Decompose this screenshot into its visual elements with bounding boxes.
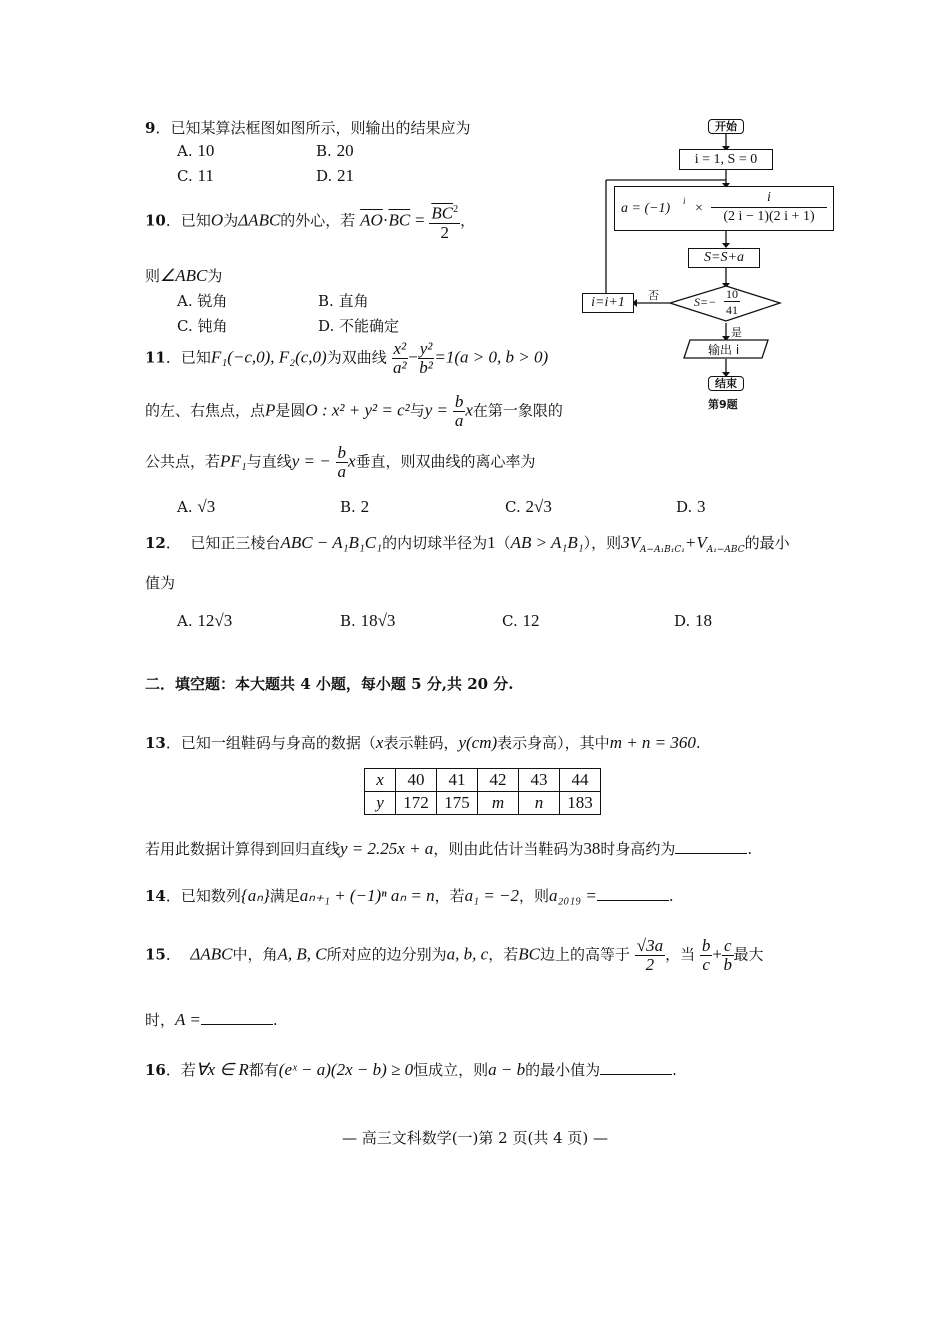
q12-line2: 值为 — [145, 574, 176, 592]
flowchart-sum: S=S+a — [688, 248, 760, 268]
question-number: 9 — [145, 119, 156, 137]
q11-line3: 公共点，若PF₁与直线y = − $\frac{b}{a}$ x垂直，则双曲线的离心率为 — [145, 443, 536, 481]
q9-option-d[interactable]: D. 21 — [316, 166, 355, 185]
q12-option-b[interactable]: B. 18√3 — [340, 611, 396, 630]
q10-option-c[interactable]: C. 钝角 — [177, 317, 228, 335]
q9-stem: 9．已知某算法框图如图所示，则输出的结果应为 — [145, 119, 471, 137]
q9-option-b[interactable]: B. 20 — [316, 141, 354, 160]
q10-line2: 则∠ABC为 — [145, 266, 223, 285]
q15-stem: 15． ΔABC中，角A, B, C所对应的边分别为a, b, c，若BC边上的高等于 $\frac{√3a}{2}$ ，当 $\frac{b}{c}$ + $\frac{c}{b}$ 最大 — [145, 936, 764, 974]
question-number: 15 — [145, 945, 166, 964]
flowchart-end: 结束 — [708, 376, 744, 391]
q11-line2: 的左、右焦点，点P是圆O : x² + y² = c²与y = $\frac{b}{a}$ x在第一象限的 — [145, 392, 563, 430]
q12-option-a[interactable]: A. 12√3 — [177, 611, 233, 630]
flowchart-start: 开始 — [708, 119, 744, 134]
q11-stem: 11．已知F₁(−c,0), F₂(c,0)为双曲线 $\frac{\text{x²}}{\text{a²}}$ − $\frac{\text{y²}}{\text{b²}}$ =1(a > 0, b > 0) — [145, 339, 549, 377]
question-number: 14 — [145, 887, 166, 905]
question-number: 10 — [145, 211, 166, 230]
q15-line2: 时，A = . — [145, 1010, 278, 1029]
q13-line2: 若用此数据计算得到回归直线y = 2.25x + a，则由此估计当鞋码为38时身高约为 . — [145, 839, 753, 858]
flowchart-caption: 第9题 — [708, 398, 738, 411]
question-number: 12 — [145, 534, 166, 552]
flowchart-increment: i=i+1 — [582, 293, 634, 313]
q10-option-d[interactable]: D. 不能确定 — [318, 317, 400, 335]
q10-option-b[interactable]: B. 直角 — [318, 292, 369, 310]
question-number: 13 — [145, 734, 166, 752]
q10-option-a[interactable]: A. 锐角 — [177, 292, 228, 310]
answer-blank[interactable] — [201, 1010, 273, 1025]
q12-stem: 12． 已知正三棱台ABC − A₁B₁C₁的内切球半径为1（AB > A₁B₁），则$3V_{A-A_1B_1C_1}+V_{A_1-ABC}$的最小 — [145, 533, 790, 555]
flowchart-init: i = 1, S = 0 — [679, 149, 773, 170]
flowchart-output: 输出 i — [708, 343, 740, 357]
table-row: x 40 41 42 43 44 — [365, 769, 601, 792]
section-title: 二．填空题：本大题共 4 小题，每小题 5 分,共 20 分. — [145, 675, 514, 693]
flowchart-yes-label: 是 — [731, 326, 742, 339]
page-footer: — 高三文科数学(一)第 2 页(共 4 页) — — [341, 1129, 609, 1147]
q13-stem: 13．已知一组鞋码与身高的数据（x表示鞋码，y(cm)表示身高），其中m + n = 360. — [145, 733, 701, 752]
q10-stem: 10．已知O为ΔABC的外心，若 $\overline{AO}\cdot\overline{BC}$ = $\frac{\overline{BC}^2}{2}$ ， — [145, 201, 475, 242]
q14-stem: 14．已知数列{aₙ}满足aₙ₊₁ + (−1)ⁿ aₙ = n，若a₁ = −2，则a₂₀₁₉ = . — [145, 886, 674, 905]
question-number: 16 — [145, 1061, 166, 1079]
answer-blank[interactable] — [600, 1060, 672, 1075]
q11-option-d[interactable]: D. 3 — [676, 497, 706, 516]
q11-option-a[interactable]: A. √3 — [177, 497, 216, 516]
table-row: y 172 175 m n 183 — [365, 792, 601, 815]
flowchart-formula: a = (−1) i × i (2 i − 1)(2 i + 1) — [614, 186, 834, 231]
flowchart-no-label: 否 — [648, 289, 659, 302]
q13-data-table — [364, 768, 601, 815]
question-number: 11 — [145, 348, 166, 367]
question-text: 已知某算法框图如图所示，则输出的结果应为 — [170, 119, 471, 137]
answer-blank[interactable] — [597, 886, 669, 901]
q11-option-b[interactable]: B. 2 — [340, 497, 370, 516]
answer-blank[interactable] — [675, 839, 747, 854]
q9-option-a[interactable]: A. 10 — [177, 141, 215, 160]
q16-stem: 16．若∀x ∈ R都有(eˣ − a)(2x − b) ≥ 0恒成立，则a − b的最小值为 . — [145, 1060, 677, 1079]
q12-option-c[interactable]: C. 12 — [502, 611, 540, 630]
q9-option-c[interactable]: C. 11 — [177, 166, 214, 185]
q11-option-c[interactable]: C. 2√3 — [505, 497, 552, 516]
q12-option-d[interactable]: D. 18 — [674, 611, 713, 630]
